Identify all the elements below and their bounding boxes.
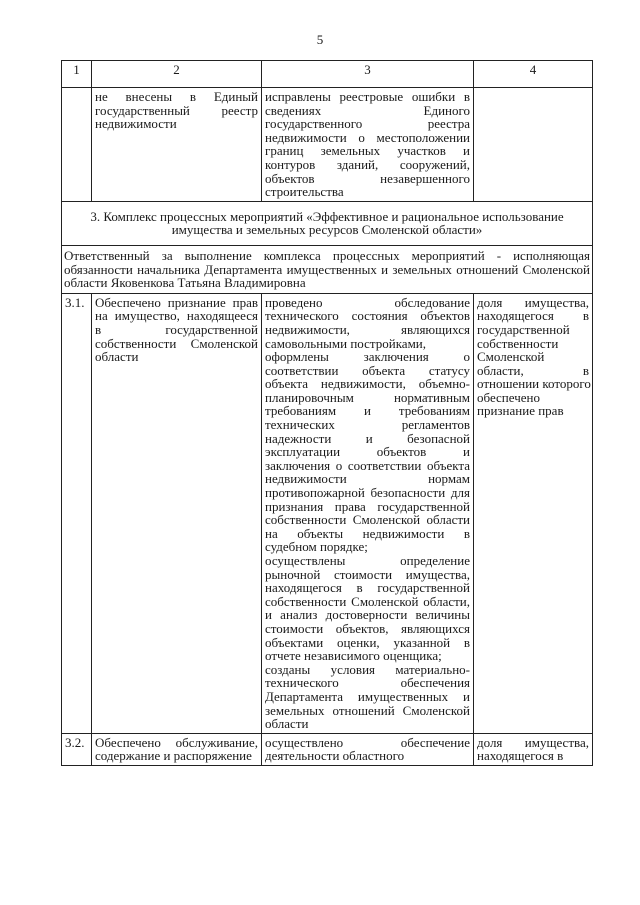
cell-line: стоимости объектов, являющихся xyxy=(265,620,470,636)
cell-line: противопожарной безопасности для xyxy=(265,485,470,501)
table-row xyxy=(62,733,593,765)
cell-line: собственности Смоленской области, xyxy=(265,593,470,609)
cell-line: недвижимости нормам xyxy=(265,471,470,487)
cell-line: сведениях Единого xyxy=(265,102,470,118)
cell-line: самовольными постройками, xyxy=(265,335,427,351)
table-row xyxy=(62,88,593,202)
description-cell xyxy=(262,88,474,202)
cell-line: в государственной xyxy=(95,321,258,337)
cell-line: объектами оценки, указанной в xyxy=(265,634,470,650)
responsible-line: Ответственный за выполнение комплекса процессных мероприятий - исполняющая xyxy=(64,247,590,263)
cell-line: судебном порядке; xyxy=(265,539,368,555)
result-cell xyxy=(92,88,262,202)
cell-line: контуров зданий, сооружений, xyxy=(265,156,470,172)
description-cell xyxy=(262,293,474,733)
cell-line: проведено обследование xyxy=(265,294,470,310)
cell-line: Обеспечено признание прав xyxy=(95,294,258,310)
cell-line: объектов незавершенного xyxy=(265,170,470,186)
header-col-1: 1 xyxy=(62,61,92,88)
cell-line: технического состояния объектов xyxy=(265,308,470,324)
responsible-row xyxy=(62,245,593,293)
row-number-cell xyxy=(62,88,92,202)
cell-line: технических регламентов xyxy=(265,417,470,433)
cell-line: недвижимости xyxy=(95,116,177,132)
responsible-line: области Яковенкова Татьяна Владимировна xyxy=(64,275,306,291)
cell-line: строительства xyxy=(265,184,344,200)
responsible-line: обязанности начальника Департамента имущественных и земельных отношений Смоленской xyxy=(64,261,590,277)
cell-line: планировочным нормативным xyxy=(265,389,470,405)
cell-line: обеспечено xyxy=(477,389,540,405)
cell-line: Смоленской xyxy=(477,349,545,365)
header-col-4: 4 xyxy=(474,61,593,88)
cell-line: области xyxy=(265,716,309,732)
cell-line: находящегося в xyxy=(477,748,564,764)
cell-line: области, в xyxy=(477,362,589,378)
cell-line: содержание и распоряжение xyxy=(95,748,252,764)
cell-line: границ земельных участков и xyxy=(265,143,470,159)
cell-line: доля имущества, xyxy=(477,294,589,310)
table-header-row xyxy=(62,61,593,88)
header-col-3: 3 xyxy=(262,61,474,88)
cell-line: технического обеспечения xyxy=(265,675,470,691)
cell-line: оформлены заключения о xyxy=(265,349,470,365)
indicator-cell xyxy=(474,293,593,733)
indicator-cell xyxy=(474,733,593,765)
cell-line: Обеспечено обслуживание, xyxy=(95,734,258,750)
cell-line: Департамента имущественных и xyxy=(265,688,470,704)
cell-line: недвижимости о местоположении xyxy=(265,129,470,145)
cell-line: не внесены в Единый xyxy=(95,89,258,104)
description-cell xyxy=(262,733,474,765)
cell-line: соответствии объекта статусу xyxy=(265,362,470,378)
cell-line: собственности Смоленской xyxy=(95,335,258,351)
cell-line: на имущество, находящееся xyxy=(95,308,258,324)
section-title-line: 3. Комплекс процессных мероприятий «Эффективное и рациональное использование xyxy=(90,208,564,224)
cell-line: государственный реестр xyxy=(95,102,258,118)
page-number: 5 xyxy=(316,32,324,47)
cell-line: заключения о соответствии объекта xyxy=(265,457,470,473)
header-col-2: 2 xyxy=(92,61,262,88)
cell-line: отчете независимого оценщика; xyxy=(265,648,442,664)
section-row xyxy=(62,201,593,245)
measures-table xyxy=(61,60,593,766)
cell-line: осуществлены определение xyxy=(265,553,470,568)
cell-line: земельных отношений Смоленской xyxy=(265,702,470,718)
cell-line: отношении которого xyxy=(477,376,591,392)
cell-line: признания права государственной xyxy=(265,498,470,514)
result-cell xyxy=(92,293,262,733)
cell-line: государственной xyxy=(477,321,570,337)
cell-line: исправлены реестровые ошибки в xyxy=(265,89,470,104)
row-number: 3.2. xyxy=(62,733,92,765)
table-row xyxy=(62,293,593,733)
cell-line: рыночной стоимости имущества, xyxy=(265,566,470,582)
responsible-person xyxy=(62,245,593,293)
row-number: 3.1. xyxy=(62,293,92,733)
cell-line: области xyxy=(95,349,139,365)
result-cell xyxy=(92,733,262,765)
indicator-cell xyxy=(474,88,593,202)
cell-line: на объекты недвижимости в xyxy=(265,525,470,541)
cell-line: находящегося в государственной xyxy=(265,580,470,596)
cell-line: надежности и безопасной xyxy=(265,430,470,446)
cell-line: осуществлено обеспечение xyxy=(265,734,470,750)
cell-line: доля имущества, xyxy=(477,734,589,750)
cell-line: эксплуатации объектов и xyxy=(265,444,470,460)
section-title xyxy=(62,201,593,245)
section-title-line: имущества и земельных ресурсов Смоленской области» xyxy=(171,222,483,238)
cell-line: находящегося в xyxy=(477,308,589,324)
cell-line: деятельности областного xyxy=(265,748,405,764)
cell-line: и анализ достоверности величины xyxy=(265,607,470,623)
cell-line: признание прав xyxy=(477,403,564,419)
cell-line: созданы условия материально- xyxy=(265,661,470,677)
cell-line: объекта недвижимости, объемно- xyxy=(265,376,470,392)
cell-line: государственного реестра xyxy=(265,116,470,132)
cell-line: требованиям и требованиям xyxy=(265,403,470,419)
cell-line: собственности xyxy=(477,335,559,351)
cell-line: недвижимости, являющихся xyxy=(265,321,470,337)
cell-line: собственности Смоленской области xyxy=(265,512,470,528)
